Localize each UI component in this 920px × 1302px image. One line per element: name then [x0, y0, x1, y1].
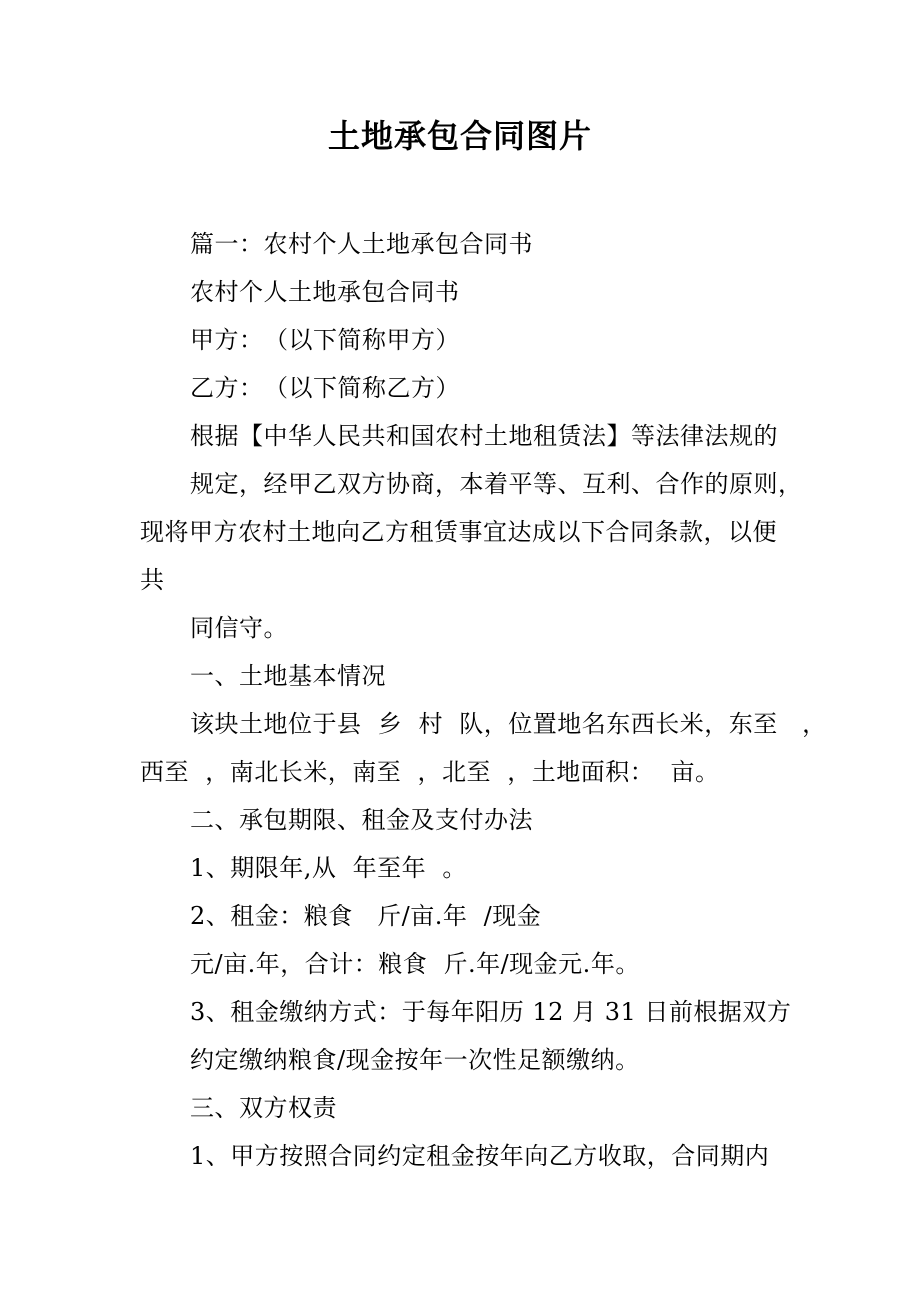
paragraph-line: 共 [140, 566, 165, 594]
clause-line: 2、租金：粮食 斤/亩.年 /现金 [190, 902, 542, 930]
paragraph-line: 规定，经甲乙双方协商，本着平等、互利、合作的原则， [190, 470, 803, 498]
party-a-line: 甲方： （以下简称甲方） [190, 326, 460, 354]
section-heading-term-rent: 二、承包期限、租金及支付办法 [190, 806, 533, 834]
section-heading-rights: 三、双方权责 [190, 1094, 337, 1122]
party-b-line: 乙方： （以下简称乙方） [190, 374, 460, 402]
clause-line: 1、甲方按照合同约定租金按年向乙方收取，合同期内 [190, 1142, 770, 1170]
clause-line: 3、租金缴纳方式：于每年阳历 12 月 31 日前根据双方 [190, 998, 792, 1026]
clause-line: 1、期限年,从 年至年 。 [190, 854, 467, 882]
section-heading-land-info: 一、土地基本情况 [190, 662, 386, 690]
paragraph-line: 现将甲方农村土地向乙方租赁事宜达成以下合同条款，以便 [140, 518, 777, 546]
paragraph-line: 根据【中华人民共和国农村土地租赁法】等法律法规的 [190, 422, 778, 450]
section-heading-part-one: 篇一：农村个人土地承包合同书 [190, 230, 533, 258]
contract-name-line: 农村个人土地承包合同书 [190, 278, 460, 306]
clause-line: 元/亩.年，合计：粮食 斤.年/现金元.年。 [190, 950, 640, 978]
document-title: 土地承包合同图片 [327, 117, 592, 155]
paragraph-line: 西至 ，南北长米，南至 ，北至 ，土地面积： 亩。 [140, 758, 720, 786]
paragraph-line: 该块土地位于县 乡 村 队，位置地名东西长米，东至 ， [190, 710, 827, 738]
clause-line: 约定缴纳粮食/现金按年一次性足额缴纳。 [190, 1046, 640, 1074]
paragraph-line: 同信守。 [190, 614, 288, 642]
